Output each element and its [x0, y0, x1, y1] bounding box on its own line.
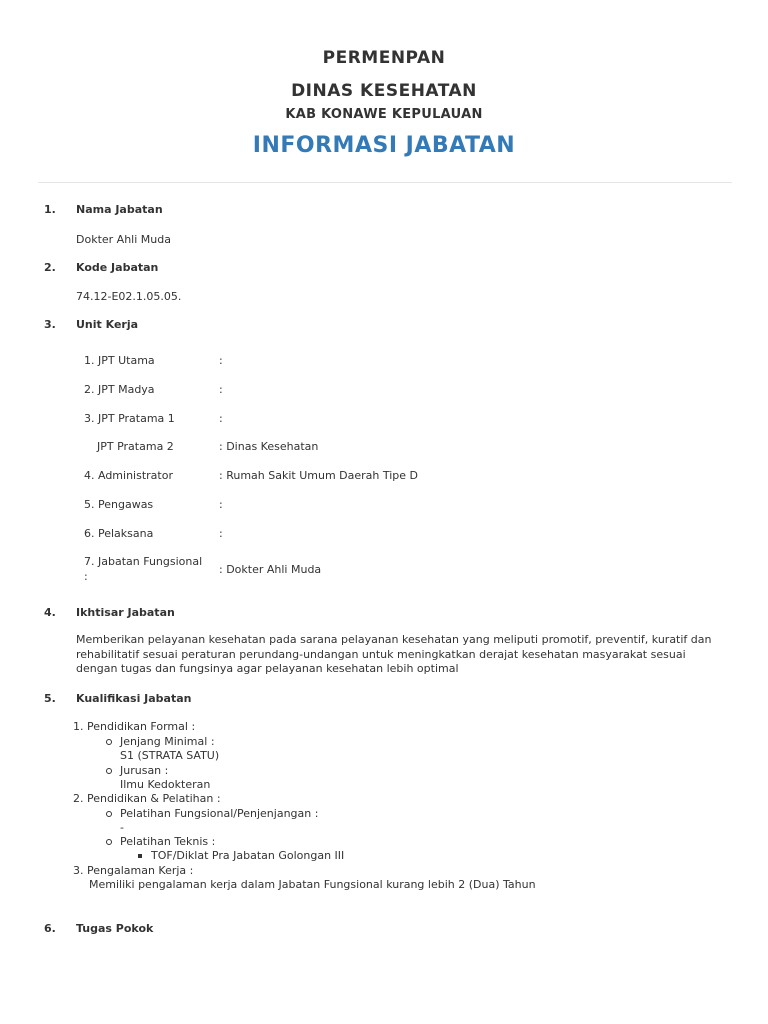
pelatihan-teknis-label: Pelatihan Teknis :: [120, 835, 216, 848]
circle-bullet-icon: [106, 768, 112, 774]
section-2-value: 74.12-E02.1.05.05.: [76, 290, 182, 303]
header-region: KAB KONAWE KEPULAUAN: [285, 107, 483, 122]
unit-kerja-value: : Dokter Ahli Muda: [219, 563, 322, 576]
unit-kerja-value: :: [219, 354, 223, 367]
unit-kerja-value: :: [219, 498, 223, 511]
circle-bullet-icon: [106, 739, 112, 745]
pengalaman-value: Memiliki pengalaman kerja dalam Jabatan Fungsional kurang lebih 2 (Dua) Tahun: [89, 878, 536, 891]
section-4-summary: Memberikan pelayanan kesehatan pada sarana pelayanan kesehatan yang meliputi promotif, preventif, kuratif dan rehabilitatif sesuai peraturan perundang-undangan untuk meningkatkan derajat kesehatan masyarakat sesuai dengan tugas dan fungsinya agar pelayanan kesehatan lebih optimal: [76, 633, 712, 675]
pelatihan-teknis-item: TOF/Diklat Pra Jabatan Golongan III: [151, 849, 345, 862]
section-5-number: 5.: [44, 692, 56, 705]
unit-kerja-value: : Dinas Kesehatan: [219, 440, 319, 453]
section-2-title: Kode Jabatan: [76, 261, 159, 274]
pelatihan-fungsional-value: -: [120, 821, 124, 834]
unit-kerja-label: 7. Jabatan Fungsional: [84, 555, 203, 568]
unit-kerja-value: : Rumah Sakit Umum Daerah Tipe D: [219, 469, 419, 482]
section-3-number: 3.: [44, 318, 56, 331]
section-1-number: 1.: [44, 203, 56, 216]
unit-kerja-label: 3. JPT Pratama 1: [84, 412, 175, 425]
unit-kerja-label-cont: :: [84, 570, 88, 583]
unit-kerja-label: 6. Pelaksana: [84, 527, 154, 540]
header-divider: [38, 182, 732, 183]
circle-bullet-icon: [106, 839, 112, 845]
section-4-title: Ikhtisar Jabatan: [76, 606, 175, 619]
page-title: INFORMASI JABATAN: [252, 133, 516, 158]
jurusan-label: Jurusan :: [120, 764, 169, 777]
unit-kerja-label: JPT Pratama 2: [97, 440, 174, 453]
unit-kerja-label: 5. Pengawas: [84, 498, 154, 511]
section-3-title: Unit Kerja: [76, 318, 139, 331]
section-5-title: Kualifikasi Jabatan: [76, 692, 192, 705]
section-6-title: Tugas Pokok: [76, 922, 154, 935]
section-2-number: 2.: [44, 261, 56, 274]
jenjang-label: Jenjang Minimal :: [120, 735, 215, 748]
section-1-value: Dokter Ahli Muda: [76, 233, 171, 246]
square-bullet-icon: [138, 854, 142, 858]
section-6-number: 6.: [44, 922, 56, 935]
header-org: PERMENPAN: [322, 48, 446, 68]
kualifikasi-pengalaman: 3. Pengalaman Kerja :: [73, 864, 194, 877]
unit-kerja-value: :: [219, 527, 223, 540]
unit-kerja-value: :: [219, 383, 223, 396]
jenjang-value: S1 (STRATA SATU): [120, 749, 220, 762]
jurusan-value: Ilmu Kedokteran: [120, 778, 211, 791]
kualifikasi-pendidikan-pelatihan: 2. Pendidikan & Pelatihan :: [73, 792, 221, 805]
unit-kerja-value: :: [219, 412, 223, 425]
circle-bullet-icon: [106, 811, 112, 817]
section-1-title: Nama Jabatan: [76, 203, 163, 216]
pelatihan-fungsional-label: Pelatihan Fungsional/Penjenjangan :: [120, 807, 319, 820]
kualifikasi-pendidikan-formal: 1. Pendidikan Formal :: [73, 720, 196, 733]
header-dept: DINAS KESEHATAN: [291, 81, 477, 101]
section-4-number: 4.: [44, 606, 56, 619]
unit-kerja-label: 1. JPT Utama: [84, 354, 155, 367]
unit-kerja-label: 4. Administrator: [84, 469, 173, 482]
unit-kerja-label: 2. JPT Madya: [84, 383, 155, 396]
